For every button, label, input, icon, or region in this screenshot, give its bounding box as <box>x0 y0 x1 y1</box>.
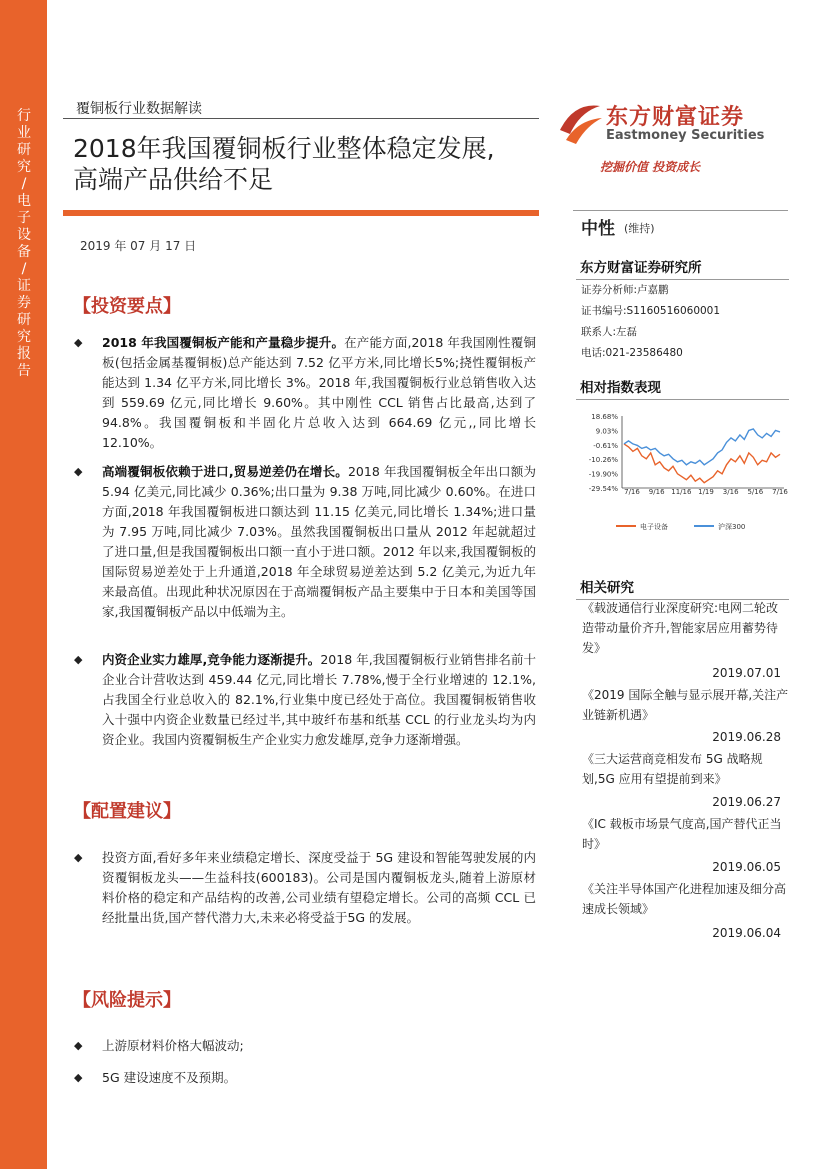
title-line-1: 2018年我国覆铜板行业整体稳定发展, <box>73 134 495 163</box>
related-item[interactable]: 《关注半导体国产化进程加速及细分高速成长领域》 <box>582 882 787 916</box>
brand-name-cn: 东方财富证券 <box>606 105 745 130</box>
point-text: 2018 年我国覆铜板全年出口额为 5.94 亿美元,同比减少 0.36%;出口量为 9.38 万吨,同比减少 0.60%。在进口方面,2018 年我国覆铜板进口额达到 11.15 亿美元,同比增长 1.34%;进口量为 7.95 万吨,同比减少 7.03%。虽然我国覆铜板出口量从 2012 年起就超过了进口量,但是我国覆铜板出口额一直小于进口额。2012 年以来,我国覆铜板的国际贸易逆差处于上升通道,2018 年全球贸易逆差达到 5.2 亿美元,为近九年来最高值。出现此种状况原因在于高端覆铜板产品主要集中于日本和美国等国家,我国覆铜板产品以中低端为主。 <box>102 464 537 619</box>
section-risk-heading: 【风险提示】 <box>73 990 181 1011</box>
section-config-heading: 【配置建议】 <box>73 801 181 822</box>
sidebar-char: 告 <box>17 363 31 379</box>
related-date: 2019.06.04 <box>712 926 781 940</box>
sidebar-char: / <box>21 261 27 277</box>
sidebar-char: 券 <box>17 295 31 311</box>
invest-point <box>74 462 536 622</box>
sidebar-char: 子 <box>17 210 31 226</box>
analyst-cert: 证书编号:S1160516060001 <box>581 305 721 317</box>
legend-label: 电子设备 <box>640 523 668 531</box>
sidebar-char: 报 <box>17 346 31 362</box>
sidebar-char: 研 <box>17 142 31 158</box>
page-title <box>73 133 543 195</box>
related-date: 2019.06.27 <box>712 795 781 809</box>
related-item[interactable]: 《三大运营商竞相发布 5G 战略规划,5G 应用有望提前到来》 <box>582 752 763 786</box>
sidebar-char: 设 <box>17 227 31 243</box>
sidebar-char: / <box>21 176 27 192</box>
legend-label: 沪深300 <box>718 523 746 531</box>
report-date: 2019 年 07 月 17 日 <box>80 239 197 253</box>
diamond-bullet-icon: ◆ <box>74 851 83 864</box>
sidebar-char: 业 <box>17 125 31 141</box>
side-band <box>0 0 47 1169</box>
related-title: 相关研究 <box>576 576 789 600</box>
sidebar-char: 证 <box>17 278 31 294</box>
y-tick-label: 9.03% <box>595 427 618 436</box>
x-tick-label: 9/16 <box>648 488 665 496</box>
brand-slogan: 挖掘价值 投资成长 <box>600 160 701 174</box>
y-tick-label: -0.61% <box>593 441 618 450</box>
sidebar-char: 究 <box>17 159 31 175</box>
y-tick-label: -29.54% <box>588 485 618 493</box>
contact-person: 联系人:左磊 <box>581 326 638 338</box>
section-invest-heading: 【投资要点】 <box>73 296 181 317</box>
title-line-2: 高端产品供给不足 <box>73 165 274 194</box>
report-subtitle: 覆铜板行业数据解读 <box>76 101 202 117</box>
related-item[interactable]: 《IC 载板市场景气度高,国产替代正当时》 <box>582 817 782 851</box>
config-point <box>74 848 536 928</box>
perf-title: 相对指数表现 <box>576 376 789 400</box>
risk-text: 上游原材料价格大幅波动; <box>102 1038 244 1053</box>
diamond-bullet-icon: ◆ <box>74 336 83 349</box>
related-item[interactable]: 《2019 国际全触与显示展开幕,关注产业链新机遇》 <box>582 688 789 722</box>
sidebar-char: 备 <box>17 244 31 260</box>
invest-point <box>74 333 536 453</box>
x-tick-label: 7/16 <box>772 488 788 496</box>
analyst-name: 证券分析师:卢嘉鹏 <box>581 284 669 296</box>
rating-note: (维持) <box>624 222 655 235</box>
x-tick-label: 3/16 <box>722 488 739 496</box>
diamond-bullet-icon: ◆ <box>74 1071 83 1084</box>
header-divider <box>63 118 539 119</box>
y-tick-label: -10.26% <box>588 456 618 465</box>
related-item[interactable]: 《载波通信行业深度研究:电网二轮改造带动量价齐升,智能家居应用蓄势待发》 <box>582 601 779 655</box>
title-accent-bar <box>63 210 539 216</box>
sidebar-char: 究 <box>17 329 31 345</box>
sidebar-char: 行 <box>17 108 31 124</box>
x-tick-label: 5/16 <box>747 488 764 496</box>
invest-point <box>74 650 536 750</box>
institute-name: 东方财富证券研究所 <box>576 256 789 280</box>
rating-value: 中性 <box>581 219 615 239</box>
x-tick-label: 11/16 <box>671 488 692 496</box>
related-date: 2019.06.05 <box>712 860 781 874</box>
config-text: 投资方面,看好多年来业绩稳定增长、深度受益于 5G 建设和智能驾驶发展的内资覆铜板龙头——生益科技(600183)。公司是国内覆铜板龙头,随着上游原材料价格的稳定和产品结构的改善,公司业绩有望稳定增长。公司的高频 CCL 已经批量出货,国产替代潜力大,未来必将受益于5G 的发展。 <box>102 850 536 925</box>
y-tick-label: -19.90% <box>588 470 618 479</box>
diamond-bullet-icon: ◆ <box>74 1039 83 1052</box>
risk-text: 5G 建设速度不及预期。 <box>102 1070 237 1085</box>
diamond-bullet-icon: ◆ <box>74 653 83 666</box>
point-lead: 内资企业实力雄厚,竞争能力逐渐提升。 <box>102 652 321 667</box>
risk-item <box>74 1068 536 1088</box>
diamond-bullet-icon: ◆ <box>74 465 83 478</box>
series-line-hs300 <box>624 429 780 465</box>
report-category-vertical <box>12 108 36 380</box>
rating-divider <box>573 210 788 211</box>
perf-chart <box>576 404 789 544</box>
point-text: 2018 年,我国覆铜板行业销售排名前十企业合计营收达到 459.44 亿元,同比增长 7.78%,慢于全行业增速的 12.1%,占我国全行业总收入的 82.1%,行业集中度已经处于高位。我国覆铜板销售收入十强中内资企业数量已经过半,其中玻纤布基和纸基 CCL 的行业龙头均为内资企业。我国内资覆铜板生产企业实力愈发雄厚,竞争力逐渐增强。 <box>102 652 537 747</box>
point-text: 在产能方面,2018 年我国刚性覆铜板(包括金属基覆铜板)总产能达到 7.52 亿平方米,同比增长5%;挠性覆铜板产能达到 1.34 亿平方米,同比增长 3%。2018 年,我国覆铜板行业总销售收入达到 559.69 亿元,同比增长 9.60%。其中刚性 CCL 销售占比最高,达到了 94.8%。我国覆铜板和半固化片总收入达到 664.69 亿元,,同比增长 12.10%。 <box>102 335 536 450</box>
related-date: 2019.06.28 <box>712 730 781 744</box>
perf-chart-svg <box>576 404 789 544</box>
related-date: 2019.07.01 <box>712 666 781 680</box>
point-lead: 2018 年我国覆铜板产能和产量稳步提升。 <box>102 335 345 350</box>
sidebar-char: 研 <box>17 312 31 328</box>
y-tick-label: 18.68% <box>591 413 618 421</box>
point-lead: 高端覆铜板依赖于进口,贸易逆差仍在增长。 <box>102 464 348 479</box>
brand-logo-icon <box>556 100 606 148</box>
x-tick-label: 7/16 <box>624 488 640 496</box>
sidebar-char: 电 <box>17 193 31 209</box>
brand-name-en: Eastmoney Securities <box>606 128 765 143</box>
contact-phone: 电话:021-23586480 <box>581 347 683 359</box>
risk-item <box>74 1036 536 1056</box>
x-tick-label: 1/19 <box>698 488 714 496</box>
